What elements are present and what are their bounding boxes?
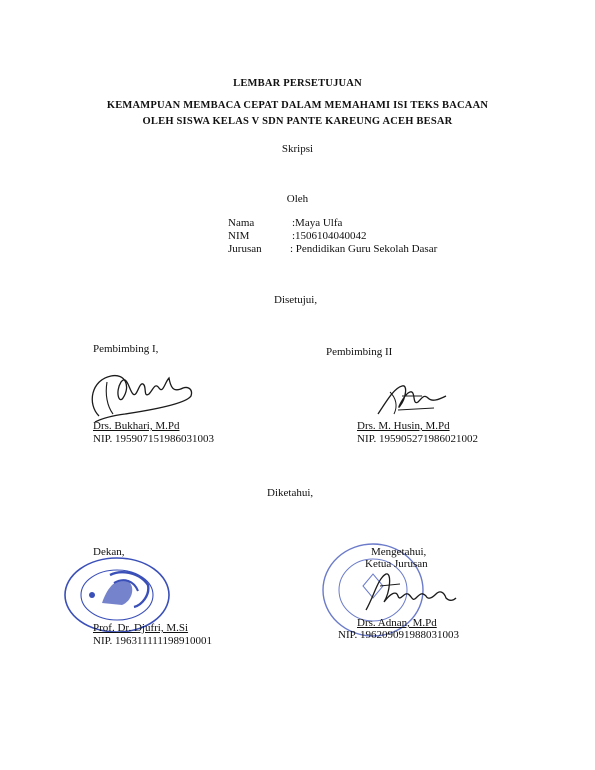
name-label: Nama: [228, 217, 255, 229]
head-of-department-nip: NIP. 196209091988031003: [338, 629, 460, 641]
nim-label: NIM: [228, 230, 250, 242]
page-title: LEMBAR PERSETUJUAN: [233, 78, 362, 89]
head-of-department-name: Drs. Adnan, M.Pd: [357, 617, 437, 629]
dean-name: Prof. Dr. Djufri, M.Si: [93, 622, 189, 634]
department-value: : Pendidikan Guru Sekolah Dasar: [290, 243, 438, 255]
name-value: :Maya Ulfa: [292, 217, 343, 229]
acknowledged-label: Diketahui,: [267, 487, 314, 499]
department-label: Jurusan: [228, 243, 262, 255]
supervisor1-role: Pembimbing I,: [93, 343, 159, 355]
approved-label: Disetujui,: [274, 294, 318, 306]
dean-nip: NIP. 196311111198910001: [93, 635, 212, 647]
thesis-title-line2: OLEH SISWA KELAS V SDN PANTE KAREUNG ACEH BESAR: [142, 116, 453, 127]
head-of-department-signature: [356, 566, 456, 616]
supervisor1-nip: NIP. 195907151986031003: [93, 433, 215, 445]
head-of-department-role-line2: Ketua Jurusan: [365, 558, 428, 570]
thesis-title-line1: KEMAMPUAN MEMBACA CEPAT DALAM MEMAHAMI ISI TEKS BACAAN: [106, 100, 489, 111]
supervisor2-nip: NIP. 195905271986021002: [357, 433, 479, 445]
supervisor2-signature: [372, 380, 452, 420]
supervisor2-name: Drs. M. Husin, M.Pd: [357, 420, 450, 432]
supervisor2-role: Pembimbing II: [326, 346, 393, 358]
supervisor1-name: Drs. Bukhari, M.Pd: [93, 420, 180, 432]
document-type: Skripsi: [281, 143, 314, 155]
nim-value: :1506104040042: [292, 230, 367, 242]
by-label: Oleh: [286, 193, 309, 205]
head-of-department-role-line1: Mengetahui,: [371, 546, 427, 558]
dean-role: Dekan,: [93, 546, 125, 558]
